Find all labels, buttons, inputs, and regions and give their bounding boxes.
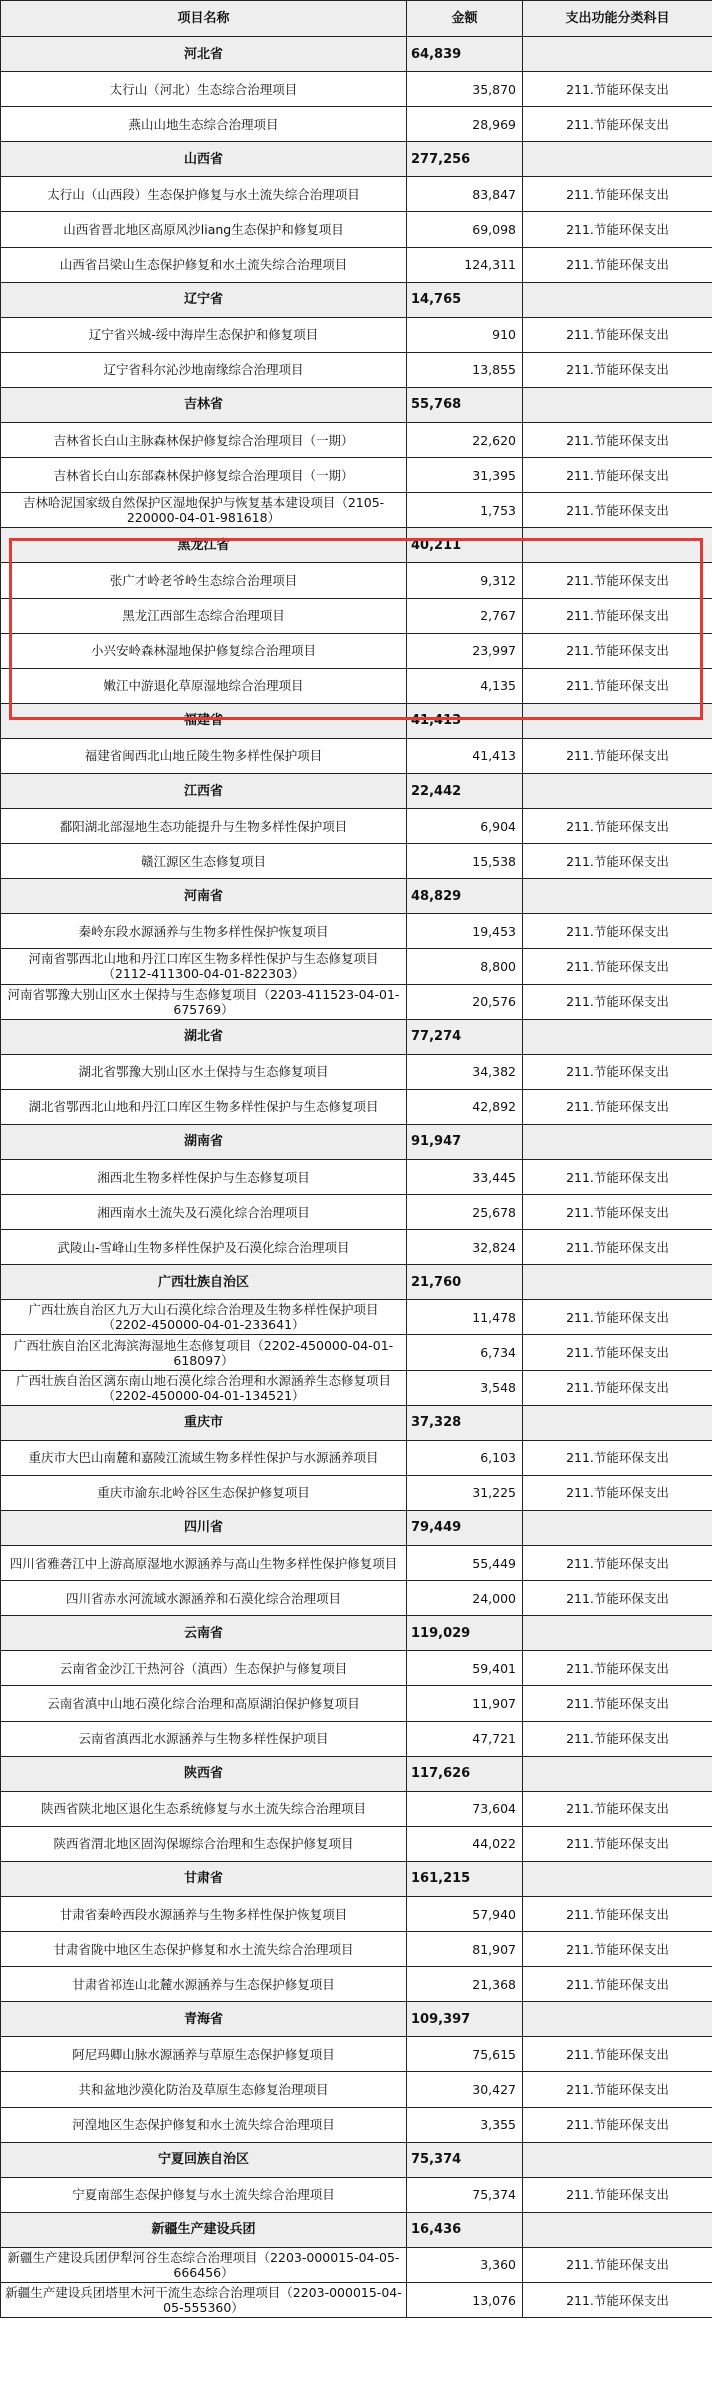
- project-name-cell: 辽宁省科尔沁沙地南缘综合治理项目: [1, 352, 407, 387]
- amount-cell: 124,311: [407, 247, 523, 282]
- category-cell: [523, 703, 712, 738]
- project-name-cell: 云南省金沙江干热河谷（滇西）生态保护与修复项目: [1, 1651, 407, 1686]
- project-name-cell: 云南省滇西北水源涵养与生物多样性保护项目: [1, 1721, 407, 1756]
- table-row: [1, 72, 712, 107]
- amount-cell: 77,274: [407, 1019, 523, 1054]
- amount-cell: 31,395: [407, 458, 523, 493]
- category-cell: [523, 2002, 712, 2037]
- amount-cell: 35,870: [407, 72, 523, 107]
- table-row: [1, 1967, 712, 2002]
- amount-cell: 9,312: [407, 563, 523, 598]
- table-row: [1, 1195, 712, 1230]
- amount-cell: 277,256: [407, 142, 523, 177]
- table-row: [1, 1686, 712, 1721]
- project-name-cell: 燕山山地生态综合治理项目: [1, 107, 407, 142]
- category-cell: 211.节能环保支出: [523, 1300, 712, 1335]
- project-name-cell: 广西壮族自治区九万大山石漠化综合治理及生物多样性保护项目（2202-450000-04-01-233641）: [1, 1300, 407, 1335]
- table-row: [1, 1300, 712, 1335]
- amount-cell: 75,374: [407, 2142, 523, 2177]
- province-row: [1, 1124, 712, 1159]
- category-cell: [523, 1756, 712, 1791]
- amount-cell: 42,892: [407, 1089, 523, 1124]
- header-project-name: 项目名称: [1, 1, 407, 37]
- amount-cell: 11,907: [407, 1686, 523, 1721]
- category-cell: 211.节能环保支出: [523, 1967, 712, 2002]
- amount-cell: 28,969: [407, 107, 523, 142]
- province-row: [1, 1405, 712, 1440]
- amount-cell: 47,721: [407, 1721, 523, 1756]
- category-cell: [523, 1019, 712, 1054]
- amount-cell: 161,215: [407, 1861, 523, 1896]
- category-cell: [523, 2212, 712, 2247]
- project-name-cell: 河南省鄂豫大别山区水土保持与生态修复项目（2203-411523-04-01-675769）: [1, 984, 407, 1019]
- province-row: [1, 2212, 712, 2247]
- category-cell: 211.节能环保支出: [523, 177, 712, 212]
- project-name-cell: 河湟地区生态保护修复和水土流失综合治理项目: [1, 2107, 407, 2142]
- project-name-cell: 湘西南水土流失及石漠化综合治理项目: [1, 1195, 407, 1230]
- category-cell: 211.节能环保支出: [523, 668, 712, 703]
- province-row: [1, 1756, 712, 1791]
- category-cell: [523, 528, 712, 563]
- amount-cell: 91,947: [407, 1124, 523, 1159]
- province-row: [1, 282, 712, 317]
- project-name-cell: 太行山（山西段）生态保护修复与水土流失综合治理项目: [1, 177, 407, 212]
- table-row: [1, 809, 712, 844]
- project-name-cell: 四川省赤水河流域水源涵养和石漠化综合治理项目: [1, 1581, 407, 1616]
- project-name-cell: 湘西北生物多样性保护与生态修复项目: [1, 1160, 407, 1195]
- project-name-cell: 江西省: [1, 773, 407, 808]
- amount-cell: 117,626: [407, 1756, 523, 1791]
- category-cell: 211.节能环保支出: [523, 1581, 712, 1616]
- amount-cell: 41,413: [407, 703, 523, 738]
- category-cell: 211.节能环保支出: [523, 1370, 712, 1405]
- project-name-cell: 广西壮族自治区漓东南山地石漠化综合治理和水源涵养生态修复项目（2202-450000-04-01-134521）: [1, 1370, 407, 1405]
- category-cell: 211.节能环保支出: [523, 2177, 712, 2212]
- table-row: [1, 598, 712, 633]
- category-cell: 211.节能环保支出: [523, 1791, 712, 1826]
- amount-cell: 14,765: [407, 282, 523, 317]
- table-row: [1, 984, 712, 1019]
- province-row: [1, 37, 712, 72]
- amount-cell: 40,211: [407, 528, 523, 563]
- table-row: [1, 668, 712, 703]
- province-row: [1, 528, 712, 563]
- table-row: [1, 914, 712, 949]
- table-row: [1, 2247, 712, 2282]
- category-cell: [523, 387, 712, 422]
- project-name-cell: 河北省: [1, 37, 407, 72]
- category-cell: 211.节能环保支出: [523, 1896, 712, 1931]
- table-row: [1, 458, 712, 493]
- project-name-cell: 甘肃省陇中地区生态保护修复和水土流失综合治理项目: [1, 1932, 407, 1967]
- project-name-cell: 青海省: [1, 2002, 407, 2037]
- project-name-cell: 湖北省: [1, 1019, 407, 1054]
- amount-cell: 25,678: [407, 1195, 523, 1230]
- table-row: [1, 493, 712, 528]
- table-row: [1, 563, 712, 598]
- table-row: [1, 2177, 712, 2212]
- header-amount: 金额: [407, 1, 523, 37]
- amount-cell: 22,442: [407, 773, 523, 808]
- project-name-cell: 武陵山-雪峰山生物多样性保护及石漠化综合治理项目: [1, 1230, 407, 1265]
- amount-cell: 55,449: [407, 1546, 523, 1581]
- project-name-cell: 鄱阳湖北部湿地生态功能提升与生物多样性保护项目: [1, 809, 407, 844]
- project-name-cell: 重庆市渝东北岭谷区生态保护修复项目: [1, 1475, 407, 1510]
- project-name-cell: 广西壮族自治区北海滨海湿地生态修复项目（2202-450000-04-01-618097）: [1, 1335, 407, 1370]
- project-name-cell: 湖北省鄂豫大别山区水土保持与生态修复项目: [1, 1054, 407, 1089]
- amount-cell: 910: [407, 317, 523, 352]
- category-cell: 211.节能环保支出: [523, 72, 712, 107]
- project-name-cell: 秦岭东段水源涵养与生物多样性保护恢复项目: [1, 914, 407, 949]
- amount-cell: 3,548: [407, 1370, 523, 1405]
- table-row: [1, 1721, 712, 1756]
- table-row: [1, 1932, 712, 1967]
- category-cell: [523, 1124, 712, 1159]
- category-cell: 211.节能环保支出: [523, 1054, 712, 1089]
- category-cell: 211.节能环保支出: [523, 809, 712, 844]
- table-row: [1, 2283, 712, 2318]
- table-row: [1, 247, 712, 282]
- category-cell: 211.节能环保支出: [523, 844, 712, 879]
- table-row: [1, 1370, 712, 1405]
- amount-cell: 6,103: [407, 1440, 523, 1475]
- category-cell: 211.节能环保支出: [523, 1160, 712, 1195]
- amount-cell: 69,098: [407, 212, 523, 247]
- amount-cell: 6,734: [407, 1335, 523, 1370]
- project-name-cell: 甘肃省秦岭西段水源涵养与生物多样性保护恢复项目: [1, 1896, 407, 1931]
- amount-cell: 55,768: [407, 387, 523, 422]
- amount-cell: 79,449: [407, 1510, 523, 1545]
- amount-cell: 31,225: [407, 1475, 523, 1510]
- category-cell: 211.节能环保支出: [523, 212, 712, 247]
- table-row: [1, 352, 712, 387]
- project-name-cell: 宁夏南部生态保护修复与水土流失综合治理项目: [1, 2177, 407, 2212]
- project-name-cell: 吉林哈泥国家级自然保护区湿地保护与恢复基本建设项目（2105-220000-04-01-981618）: [1, 493, 407, 528]
- project-name-cell: 河南省: [1, 879, 407, 914]
- amount-cell: 3,360: [407, 2247, 523, 2282]
- amount-cell: 2,767: [407, 598, 523, 633]
- project-name-cell: 宁夏回族自治区: [1, 2142, 407, 2177]
- amount-cell: 1,753: [407, 493, 523, 528]
- project-name-cell: 河南省鄂西北山地和丹江口库区生物多样性保护与生态修复项目（2112-411300-04-01-822303）: [1, 949, 407, 984]
- category-cell: 211.节能环保支出: [523, 1826, 712, 1861]
- amount-cell: 4,135: [407, 668, 523, 703]
- amount-cell: 13,855: [407, 352, 523, 387]
- project-name-cell: 甘肃省: [1, 1861, 407, 1896]
- category-cell: 211.节能环保支出: [523, 107, 712, 142]
- amount-cell: 83,847: [407, 177, 523, 212]
- amount-cell: 41,413: [407, 738, 523, 773]
- project-name-cell: 云南省滇中山地石漠化综合治理和高原湖泊保护修复项目: [1, 1686, 407, 1721]
- table-row: [1, 1581, 712, 1616]
- category-cell: [523, 1510, 712, 1545]
- category-cell: 211.节能环保支出: [523, 317, 712, 352]
- table-row: [1, 2107, 712, 2142]
- project-name-cell: 新疆生产建设兵团塔里木河干流生态综合治理项目（2203-000015-04-05-555360）: [1, 2283, 407, 2318]
- project-name-cell: 山西省晋北地区高原风沙liang生态保护和修复项目: [1, 212, 407, 247]
- table-row: [1, 1089, 712, 1124]
- table-row: [1, 844, 712, 879]
- category-cell: 211.节能环保支出: [523, 738, 712, 773]
- table-row: [1, 107, 712, 142]
- province-row: [1, 142, 712, 177]
- category-cell: 211.节能环保支出: [523, 1932, 712, 1967]
- amount-cell: 48,829: [407, 879, 523, 914]
- table-row: [1, 1440, 712, 1475]
- project-name-cell: 辽宁省兴城-绥中海岸生态保护和修复项目: [1, 317, 407, 352]
- category-cell: 211.节能环保支出: [523, 914, 712, 949]
- amount-cell: 30,427: [407, 2072, 523, 2107]
- amount-cell: 16,436: [407, 2212, 523, 2247]
- project-name-cell: 吉林省长白山主脉森林保护修复综合治理项目（一期）: [1, 423, 407, 458]
- category-cell: [523, 1616, 712, 1651]
- project-name-cell: 陕西省渭北地区固沟保塬综合治理和生态保护修复项目: [1, 1826, 407, 1861]
- table-row: [1, 177, 712, 212]
- table-row: [1, 1546, 712, 1581]
- category-cell: 211.节能环保支出: [523, 458, 712, 493]
- project-name-cell: 嫩江中游退化草原湿地综合治理项目: [1, 668, 407, 703]
- amount-cell: 11,478: [407, 1300, 523, 1335]
- table-row: [1, 738, 712, 773]
- project-name-cell: 湖南省: [1, 1124, 407, 1159]
- category-cell: 211.节能环保支出: [523, 1721, 712, 1756]
- category-cell: 211.节能环保支出: [523, 1440, 712, 1475]
- table-row: [1, 1791, 712, 1826]
- category-cell: 211.节能环保支出: [523, 2072, 712, 2107]
- category-cell: 211.节能环保支出: [523, 1089, 712, 1124]
- project-name-cell: 小兴安岭森林湿地保护修复综合治理项目: [1, 633, 407, 668]
- project-name-cell: 陕西省陕北地区退化生态系统修复与水土流失综合治理项目: [1, 1791, 407, 1826]
- category-cell: 211.节能环保支出: [523, 423, 712, 458]
- category-cell: [523, 2142, 712, 2177]
- table-row: [1, 317, 712, 352]
- province-row: [1, 387, 712, 422]
- amount-cell: 8,800: [407, 949, 523, 984]
- project-name-cell: 山西省吕梁山生态保护修复和水土流失综合治理项目: [1, 247, 407, 282]
- amount-cell: 59,401: [407, 1651, 523, 1686]
- amount-cell: 57,940: [407, 1896, 523, 1931]
- category-cell: 211.节能环保支出: [523, 949, 712, 984]
- project-name-cell: 广西壮族自治区: [1, 1265, 407, 1300]
- amount-cell: 44,022: [407, 1826, 523, 1861]
- amount-cell: 21,368: [407, 1967, 523, 2002]
- category-cell: 211.节能环保支出: [523, 2283, 712, 2318]
- table-row: [1, 633, 712, 668]
- project-name-cell: 重庆市: [1, 1405, 407, 1440]
- province-row: [1, 2002, 712, 2037]
- table-row: [1, 1651, 712, 1686]
- category-cell: 211.节能环保支出: [523, 2037, 712, 2072]
- amount-cell: 15,538: [407, 844, 523, 879]
- amount-cell: 109,397: [407, 2002, 523, 2037]
- project-name-cell: 山西省: [1, 142, 407, 177]
- amount-cell: 75,615: [407, 2037, 523, 2072]
- province-row: [1, 2142, 712, 2177]
- category-cell: [523, 142, 712, 177]
- province-row: [1, 1265, 712, 1300]
- project-name-cell: 陕西省: [1, 1756, 407, 1791]
- project-name-cell: 吉林省长白山东部森林保护修复综合治理项目（一期）: [1, 458, 407, 493]
- category-cell: [523, 1405, 712, 1440]
- province-row: [1, 1510, 712, 1545]
- project-name-cell: 共和盆地沙漠化防治及草原生态修复治理项目: [1, 2072, 407, 2107]
- category-cell: [523, 37, 712, 72]
- header-category: 支出功能分类科目: [523, 1, 712, 37]
- table-row: [1, 2037, 712, 2072]
- project-name-cell: 云南省: [1, 1616, 407, 1651]
- category-cell: 211.节能环保支出: [523, 1335, 712, 1370]
- table-row: [1, 1160, 712, 1195]
- category-cell: 211.节能环保支出: [523, 247, 712, 282]
- amount-cell: 23,997: [407, 633, 523, 668]
- amount-cell: 13,076: [407, 2283, 523, 2318]
- province-row: [1, 1019, 712, 1054]
- category-cell: 211.节能环保支出: [523, 1651, 712, 1686]
- project-name-cell: 黑龙江西部生态综合治理项目: [1, 598, 407, 633]
- amount-cell: 6,904: [407, 809, 523, 844]
- amount-cell: 32,824: [407, 1230, 523, 1265]
- amount-cell: 119,029: [407, 1616, 523, 1651]
- category-cell: 211.节能环保支出: [523, 2107, 712, 2142]
- project-name-cell: 湖北省鄂西北山地和丹江口库区生物多样性保护与生态修复项目: [1, 1089, 407, 1124]
- province-row: [1, 773, 712, 808]
- amount-cell: 3,355: [407, 2107, 523, 2142]
- category-cell: 211.节能环保支出: [523, 598, 712, 633]
- project-name-cell: 福建省闽西北山地丘陵生物多样性保护项目: [1, 738, 407, 773]
- province-row: [1, 1861, 712, 1896]
- amount-cell: 73,604: [407, 1791, 523, 1826]
- amount-cell: 64,839: [407, 37, 523, 72]
- amount-cell: 34,382: [407, 1054, 523, 1089]
- category-cell: 211.节能环保支出: [523, 633, 712, 668]
- category-cell: 211.节能环保支出: [523, 1686, 712, 1721]
- amount-cell: 81,907: [407, 1932, 523, 1967]
- province-row: [1, 703, 712, 738]
- province-row: [1, 1616, 712, 1651]
- category-cell: 211.节能环保支出: [523, 493, 712, 528]
- category-cell: 211.节能环保支出: [523, 563, 712, 598]
- province-row: [1, 879, 712, 914]
- project-name-cell: 四川省: [1, 1510, 407, 1545]
- project-name-cell: 张广才岭老爷岭生态综合治理项目: [1, 563, 407, 598]
- amount-cell: 75,374: [407, 2177, 523, 2212]
- project-name-cell: 新疆生产建设兵团伊犁河谷生态综合治理项目（2203-000015-04-05-666456）: [1, 2247, 407, 2282]
- amount-cell: 24,000: [407, 1581, 523, 1616]
- project-name-cell: 辽宁省: [1, 282, 407, 317]
- category-cell: 211.节能环保支出: [523, 2247, 712, 2282]
- project-name-cell: 福建省: [1, 703, 407, 738]
- table-row: [1, 1475, 712, 1510]
- category-cell: [523, 773, 712, 808]
- table-row: [1, 2072, 712, 2107]
- amount-cell: 22,620: [407, 423, 523, 458]
- table-row: [1, 212, 712, 247]
- project-name-cell: 阿尼玛卿山脉水源涵养与草原生态保护修复项目: [1, 2037, 407, 2072]
- category-cell: 211.节能环保支出: [523, 1195, 712, 1230]
- amount-cell: 37,328: [407, 1405, 523, 1440]
- project-name-cell: 新疆生产建设兵团: [1, 2212, 407, 2247]
- project-name-cell: 重庆市大巴山南麓和嘉陵江流域生物多样性保护与水源涵养项目: [1, 1440, 407, 1475]
- amount-cell: 19,453: [407, 914, 523, 949]
- table-row: [1, 1230, 712, 1265]
- amount-cell: 20,576: [407, 984, 523, 1019]
- table-row: [1, 423, 712, 458]
- amount-cell: 21,760: [407, 1265, 523, 1300]
- category-cell: [523, 282, 712, 317]
- category-cell: 211.节能环保支出: [523, 984, 712, 1019]
- table-row: [1, 1054, 712, 1089]
- project-name-cell: 黑龙江省: [1, 528, 407, 563]
- category-cell: 211.节能环保支出: [523, 1546, 712, 1581]
- category-cell: [523, 1861, 712, 1896]
- category-cell: [523, 879, 712, 914]
- category-cell: 211.节能环保支出: [523, 1230, 712, 1265]
- table-row: [1, 1896, 712, 1931]
- category-cell: 211.节能环保支出: [523, 1475, 712, 1510]
- project-name-cell: 甘肃省祁连山北麓水源涵养与生态保护修复项目: [1, 1967, 407, 2002]
- category-cell: [523, 1265, 712, 1300]
- table-row: [1, 1826, 712, 1861]
- table-row: [1, 949, 712, 984]
- table-row: [1, 1335, 712, 1370]
- table-header-row: [1, 1, 712, 37]
- category-cell: 211.节能环保支出: [523, 352, 712, 387]
- project-name-cell: 吉林省: [1, 387, 407, 422]
- project-name-cell: 太行山（河北）生态综合治理项目: [1, 72, 407, 107]
- project-name-cell: 赣江源区生态修复项目: [1, 844, 407, 879]
- amount-cell: 33,445: [407, 1160, 523, 1195]
- project-name-cell: 四川省雅砻江中上游高原湿地水源涵养与高山生物多样性保护修复项目: [1, 1546, 407, 1581]
